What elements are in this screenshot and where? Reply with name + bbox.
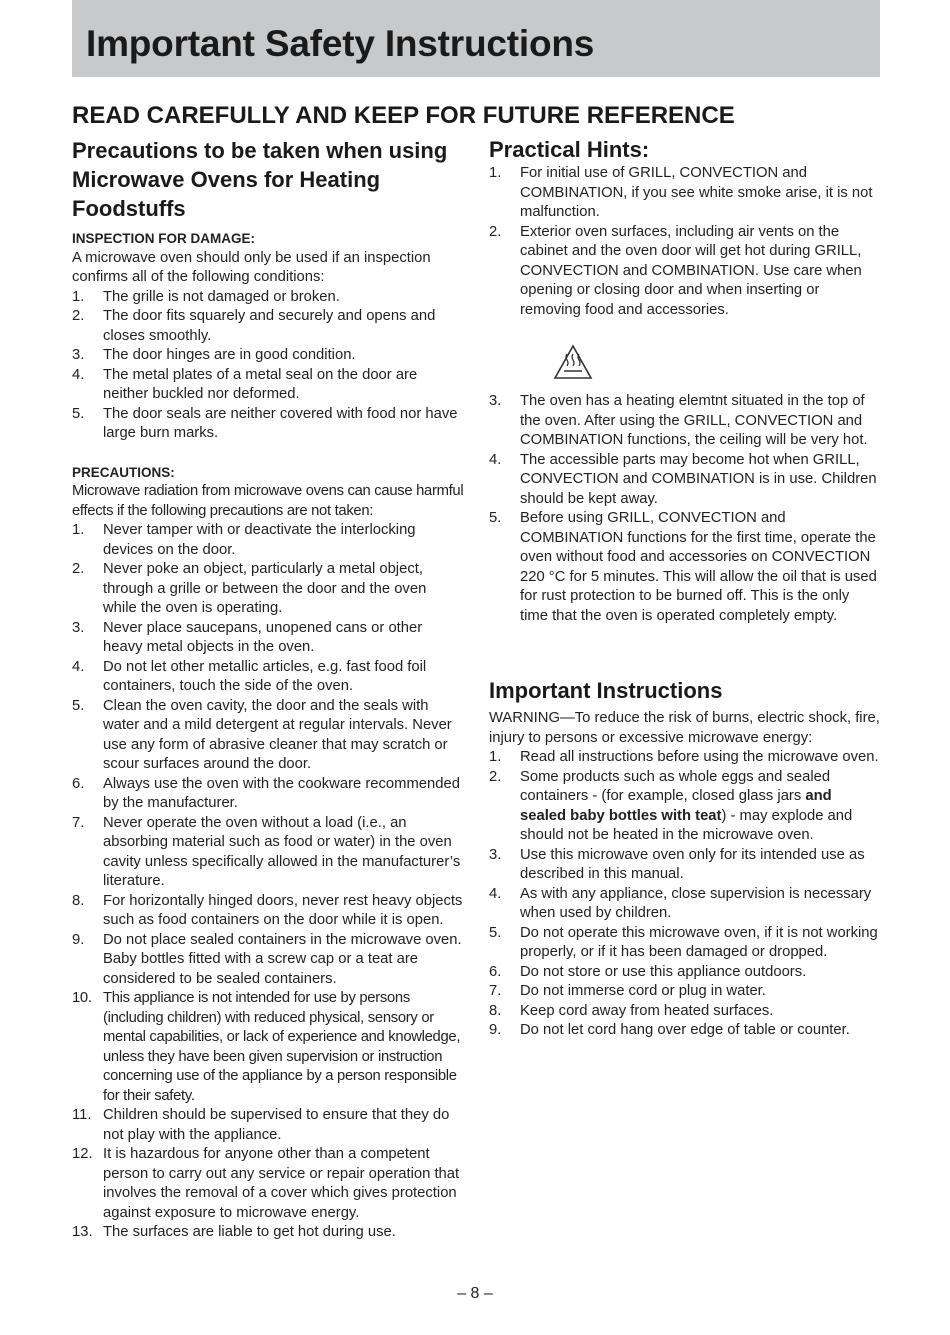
list-item: 1. For initial use of GRILL, CONVECTION and COMBINATION, if you see white smoke arise, it is not malfunction. xyxy=(489,165,873,220)
list-item: 2. Exterior oven surfaces, including air vents on the cabinet and the oven door will get hot during GRILL, CONVECTION and COMBINATION. Use care when opening or closing door and when inserting or removing food and accessories. xyxy=(489,223,862,318)
list-item: 5. The door seals are neither covered with food nor have large burn marks. xyxy=(72,405,458,441)
list-item: 5. Do not operate this microwave oven, if it is not working properly, or if it has been damaged or dropped. xyxy=(489,924,878,960)
page-title: Important Safety Instructions xyxy=(86,23,595,64)
precautions-intro: Microwave radiation from microwave ovens can cause harmful effects if the following precautions are not taken: xyxy=(72,483,464,519)
list-item: 1. The grille is not damaged or broken. xyxy=(72,288,340,305)
inspection-label: INSPECTION FOR DAMAGE: xyxy=(72,231,256,246)
list-item: 2. The door fits squarely and securely and opens and closes smoothly. xyxy=(72,308,436,344)
page-number: – 8 – xyxy=(457,1285,493,1302)
left-column xyxy=(72,136,464,1243)
list-item: 7. Never operate the oven without a load (i.e., an absorbing material such as food or water) in the oven cavity unless specifically allowed in the manufacturer’s literature. xyxy=(72,814,461,889)
list-item: 4. The accessible parts may become hot when GRILL, CONVECTION and COMBINATION is in use. Children should be kept away. xyxy=(489,451,877,507)
list-item: 3. The oven has a heating elemtnt situated in the top of the oven. After using the GRILL, CONVECTION and COMBINATION functions, the ceiling will be very hot. xyxy=(489,393,868,448)
list-item: 8. Keep cord away from heated surfaces. xyxy=(489,1002,774,1019)
bold-phrase: and sealed baby bottles with teat xyxy=(520,788,832,824)
warning-intro: WARNING—To reduce the risk of burns, electric shock, fire, injury to persons or excessive microwave energy: xyxy=(489,710,880,746)
precautions-label: PRECAUTIONS: xyxy=(72,464,175,480)
list-item: 9. Do not let cord hang over edge of table or counter. xyxy=(489,1022,850,1038)
list-item: 7. Do not immerse cord or plug in water. xyxy=(489,983,766,999)
list-item: 1. Never tamper with or deactivate the interlocking devices on the door. xyxy=(72,522,416,558)
title-banner xyxy=(72,0,880,77)
list-item: 3. The door hinges are in good condition. xyxy=(72,347,356,363)
list-item: 3. Never place saucepans, unopened cans or other heavy metal objects in the oven. xyxy=(72,619,423,655)
subtitle: READ CAREFULLY AND KEEP FOR FUTURE REFERENCE xyxy=(72,102,735,129)
list-item: 6. Do not store or use this appliance outdoors. xyxy=(489,963,807,980)
list-item: 5. Clean the oven cavity, the door and the seals with water and a mild detergent at regular intervals. Never use any form of abrasive cleaner that may scratch or scour surfaces around the door. xyxy=(72,697,452,772)
list-item: 12. It is hazardous for anyone other than a competent person to carry out any service or repair operation that involves the removal of a cover which gives protection against exposure to microwave energy. xyxy=(72,1146,460,1221)
practical-hints-heading: Practical Hints: xyxy=(489,137,650,162)
list-item: 1. Read all instructions before using the microwave oven. xyxy=(489,749,879,765)
list-item: 6. Always use the oven with the cookware recommended by the manufacturer. xyxy=(72,775,460,811)
list-item: 8. For horizontally hinged doors, never rest heavy objects such as food containers on the door while it is open. xyxy=(72,892,463,928)
list-item: 11. Children should be supervised to ensure that they do not play with the appliance. xyxy=(72,1107,450,1143)
list-item: 5. Before using GRILL, CONVECTION and COMBINATION functions for the first time, operate the oven without food and accessories on CONVECTION 220 °C for 5 minutes. This will allow the oil that is used for rust protection to be burned off. This is the only time that the oven is operated completely empty. xyxy=(489,510,877,624)
precautions-list xyxy=(72,521,464,1243)
inspection-intro: A microwave oven should only be used if an inspection confirms all of the following conditions: xyxy=(72,249,431,285)
hints-list xyxy=(489,164,881,320)
list-item: 3. Use this microwave oven only for its intended use as described in this manual. xyxy=(489,846,865,882)
list-item: 4. Do not let other metallic articles, e.g. fast food foil containers, touch the side of the oven. xyxy=(72,658,427,694)
list-item: 13. The surfaces are liable to get hot during use. xyxy=(72,1224,396,1240)
list-item: 10. This appliance is not intended for use by persons (including children) with reduced physical, sensory or mental capabilities, or lack of experience and knowledge, unless they have been given supervision or instruction concerning use of the appliance by a person responsible for their safety. xyxy=(72,990,461,1104)
list-item: 2. Never poke an object, particularly a metal object, through a grille or between the door and the oven while the oven is operating. xyxy=(72,561,427,616)
inspection-list xyxy=(72,288,464,444)
important-list xyxy=(489,748,881,1041)
important-instructions-heading: Important Instructions xyxy=(489,678,723,703)
list-item: 4. As with any appliance, close supervision is necessary when used by children. xyxy=(489,885,872,921)
hot-surface-warning-icon xyxy=(553,344,593,380)
list-item: 2. Some products such as whole eggs and sealed containers - (for example, closed glass jars and sealed baby bottles with teat) - may explode and should not be heated in the microwave oven. xyxy=(489,768,853,843)
hints-list-continued xyxy=(489,392,881,626)
list-item: 4. The metal plates of a metal seal on the door are neither buckled nor deformed. xyxy=(72,366,418,402)
list-item: 9. Do not place sealed containers in the microwave oven. Baby bottles fitted with a screw cap or a teat are considered to be sealed containers. xyxy=(72,931,462,987)
right-column xyxy=(489,136,881,1041)
precautions-heading: Precautions to be taken when using Microwave Ovens for Heating Foodstuffs xyxy=(72,138,448,221)
